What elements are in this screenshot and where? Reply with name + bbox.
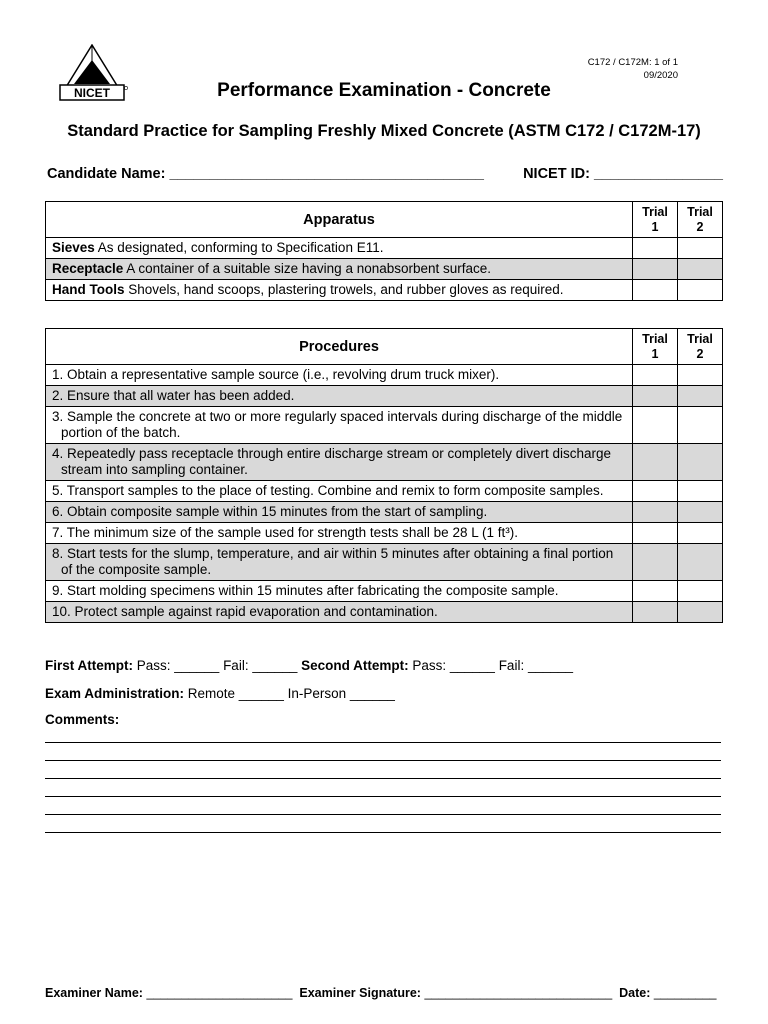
trial2-checkbox[interactable] <box>678 280 723 301</box>
trial2-checkbox[interactable] <box>678 407 723 444</box>
procedure-row <box>46 602 723 623</box>
date-label: Date: <box>619 986 651 1000</box>
trial2-checkbox[interactable] <box>678 365 723 386</box>
apparatus-trial1-header: Trial 1 <box>633 202 678 238</box>
trial1-checkbox[interactable] <box>633 407 678 444</box>
trial1-checkbox[interactable] <box>633 386 678 407</box>
procedure-step: 5. Transport samples to the place of testing. Combine and remix to form composite samples. <box>46 481 633 502</box>
second-attempt-fields[interactable]: Pass: ______ Fail: ______ <box>408 658 573 673</box>
trial1-checkbox[interactable] <box>633 280 678 301</box>
procedure-row <box>46 386 723 407</box>
apparatus-term: Receptacle <box>52 261 124 276</box>
comments-label: Comments: <box>45 712 120 727</box>
second-attempt-label: Second Attempt: <box>301 658 409 673</box>
procedure-step: 1. Obtain a representative sample source (i.e., revolving drum truck mixer). <box>46 365 633 386</box>
trial2-checkbox[interactable] <box>678 238 723 259</box>
apparatus-term: Sieves <box>52 240 95 255</box>
trial1-checkbox[interactable] <box>633 523 678 544</box>
comment-line[interactable] <box>45 778 721 779</box>
comment-line[interactable] <box>45 814 721 815</box>
candidate-row <box>47 166 723 182</box>
trial2-checkbox[interactable] <box>678 602 723 623</box>
procedures-header-row <box>46 329 723 365</box>
procedure-row <box>46 581 723 602</box>
apparatus-description: Shovels, hand scoops, plastering trowels, and rubber gloves as required. <box>124 282 564 297</box>
examiner-name-field[interactable]: _____________________ <box>142 986 293 1000</box>
procedure-row <box>46 523 723 544</box>
procedure-row <box>46 365 723 386</box>
apparatus-description: A container of a suitable size having a nonabsorbent surface. <box>123 261 492 276</box>
footer-signature-row <box>45 986 721 1000</box>
apparatus-description: As designated, conforming to Specification E11. <box>94 240 384 255</box>
trial2-checkbox[interactable] <box>678 259 723 280</box>
procedure-row <box>46 444 723 481</box>
trial1-checkbox[interactable] <box>633 544 678 581</box>
apparatus-row <box>46 259 723 280</box>
trial1-checkbox[interactable] <box>633 238 678 259</box>
date-field[interactable]: _________ <box>650 986 717 1000</box>
apparatus-item <box>46 259 633 280</box>
procedure-step: 2. Ensure that all water has been added. <box>46 386 633 407</box>
examiner-name-label: Examiner Name: <box>45 986 143 1000</box>
procedure-step: 9. Start molding specimens within 15 minutes after fabricating the composite sample. <box>46 581 633 602</box>
trial2-checkbox[interactable] <box>678 444 723 481</box>
page-subtitle: Standard Practice for Sampling Freshly Mixed Concrete (ASTM C172 / C172M-17) <box>67 122 701 140</box>
document-code <box>588 56 678 82</box>
trial1-checkbox[interactable] <box>633 259 678 280</box>
page-title <box>0 80 768 102</box>
procedures-trial2-header: Trial 2 <box>678 329 723 365</box>
trial1-checkbox[interactable] <box>633 581 678 602</box>
trial1-checkbox[interactable] <box>633 365 678 386</box>
procedure-row <box>46 502 723 523</box>
administration-line <box>45 686 395 701</box>
administration-fields[interactable]: Remote ______ In-Person ______ <box>184 686 395 701</box>
procedures-table <box>45 328 723 623</box>
examiner-signature-field[interactable]: ___________________________ <box>420 986 613 1000</box>
candidate-name-label: Candidate Name: <box>47 166 166 182</box>
procedure-row <box>46 544 723 581</box>
trial2-checkbox[interactable] <box>678 544 723 581</box>
page-title-text: Performance Examination - Concrete <box>217 80 551 101</box>
apparatus-term: Hand Tools <box>52 282 125 297</box>
procedure-step: 4. Repeatedly pass receptacle through entire discharge stream or completely divert discharge stream into sampling container. <box>46 444 633 481</box>
logo-text: NICET <box>74 86 110 100</box>
attempts-line <box>45 658 573 673</box>
trial2-checkbox[interactable] <box>678 386 723 407</box>
apparatus-header: Apparatus <box>46 202 633 238</box>
document-date: 09/2020 <box>643 70 678 81</box>
procedure-step: 10. Protect sample against rapid evaporation and contamination. <box>46 602 633 623</box>
examiner-signature-label: Examiner Signature: <box>299 986 421 1000</box>
document-code-label: C172 / C172M: 1 of 1 <box>587 57 678 68</box>
procedures-trial1-header: Trial 1 <box>633 329 678 365</box>
apparatus-row <box>46 238 723 259</box>
trial1-checkbox[interactable] <box>633 502 678 523</box>
administration-label: Exam Administration: <box>45 686 185 701</box>
comment-line[interactable] <box>45 796 721 797</box>
first-attempt-label: First Attempt: <box>45 658 133 673</box>
apparatus-item <box>46 280 633 301</box>
procedure-step: 3. Sample the concrete at two or more regularly spaced intervals during discharge of the middle portion of the batch. <box>46 407 633 444</box>
trial2-checkbox[interactable] <box>678 481 723 502</box>
candidate-name-field[interactable]: _______________________________________ <box>169 166 484 182</box>
nicet-id-field[interactable]: ________________ <box>593 166 723 182</box>
procedure-row <box>46 407 723 444</box>
nicet-id-label: NICET ID: <box>523 166 590 182</box>
procedure-step: 8. Start tests for the slump, temperature, and air within 5 minutes after obtaining a final portion of the composite sample. <box>46 544 633 581</box>
procedure-step: 6. Obtain composite sample within 15 minutes from the start of sampling. <box>46 502 633 523</box>
apparatus-row <box>46 280 723 301</box>
trial1-checkbox[interactable] <box>633 444 678 481</box>
trial1-checkbox[interactable] <box>633 481 678 502</box>
apparatus-item <box>46 238 633 259</box>
procedures-header: Procedures <box>46 329 633 365</box>
trial1-checkbox[interactable] <box>633 602 678 623</box>
procedure-step: 7. The minimum size of the sample used for strength tests shall be 28 L (1 ft³). <box>46 523 633 544</box>
comment-line[interactable] <box>45 760 721 761</box>
trial2-checkbox[interactable] <box>678 502 723 523</box>
trial2-checkbox[interactable] <box>678 523 723 544</box>
procedure-row <box>46 481 723 502</box>
first-attempt-fields[interactable]: Pass: ______ Fail: ______ <box>133 658 302 673</box>
comment-line[interactable] <box>45 832 721 833</box>
apparatus-header-row <box>46 202 723 238</box>
comment-line[interactable] <box>45 742 721 743</box>
apparatus-trial2-header: Trial 2 <box>678 202 723 238</box>
apparatus-table <box>45 201 723 301</box>
trial2-checkbox[interactable] <box>678 581 723 602</box>
